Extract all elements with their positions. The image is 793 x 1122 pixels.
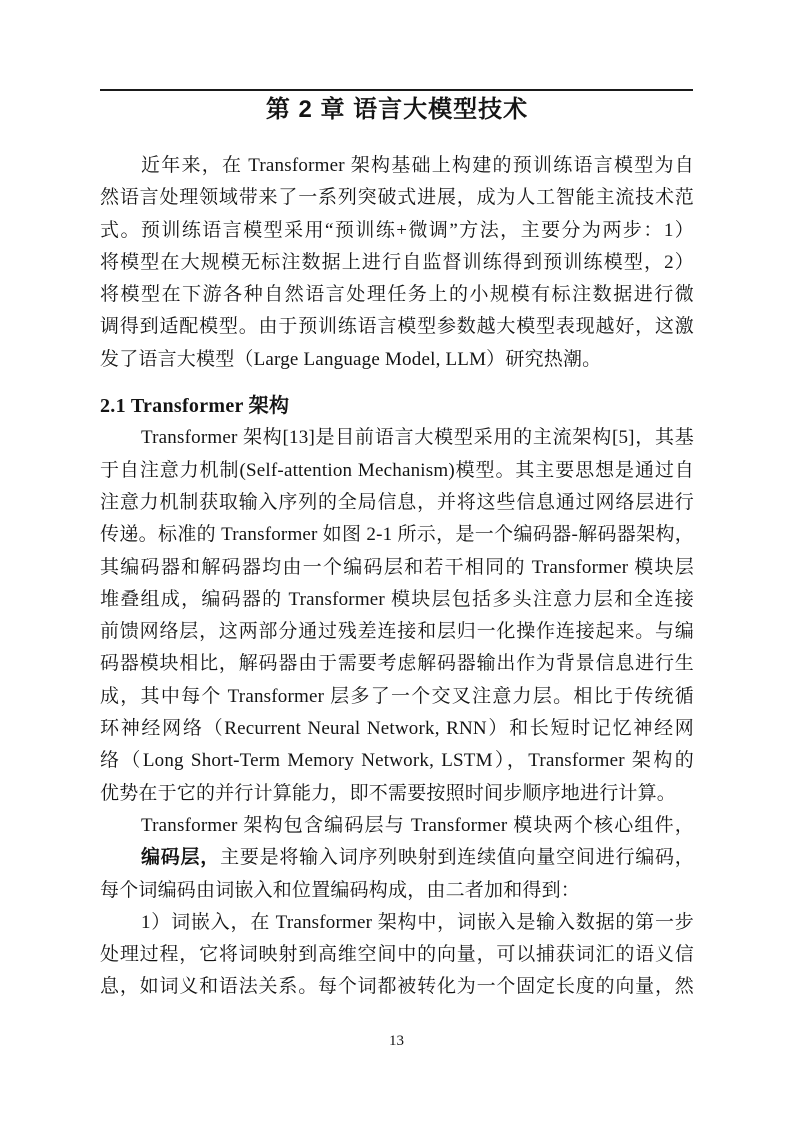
text-run: 1）词嵌入，在 Transformer 架构中，词嵌入是输入数据的第一步 — [141, 911, 694, 933]
text-run: 堆叠组成，编码器的 Transformer 模块层包括多头注意力层和全连接 — [100, 588, 694, 610]
page-number: 13 — [389, 1033, 404, 1049]
text-line — [100, 311, 694, 343]
text-line — [100, 455, 694, 487]
text-line — [100, 778, 694, 810]
text-line — [100, 247, 694, 279]
text-run: Transformer 架构包含编码层与 Transformer 模块两个核心组件， — [141, 814, 694, 836]
text-line — [100, 681, 694, 713]
text-run: 环神经网络（Recurrent Neural Network, RNN）和长短时记忆神经网 — [100, 718, 694, 740]
text-run: 传递。标准的 Transformer 如图 2-1 所示，是一个编码器-解码器架构， — [100, 524, 694, 546]
text-line — [100, 971, 694, 1003]
text-line — [100, 810, 694, 842]
text-run: 成，其中每个 Transformer 层多了一个交叉注意力层。相比于传统循 — [100, 685, 694, 707]
text-line — [100, 519, 694, 551]
text-line — [100, 422, 694, 454]
text-line — [100, 939, 694, 971]
text-run: 每个词编码由词嵌入和位置编码构成，由二者加和得到： — [100, 879, 581, 901]
paragraph — [100, 422, 694, 810]
paragraph — [100, 810, 694, 842]
text-run: 络（Long Short-Term Memory Network, LSTM），Transformer 架构的 — [100, 750, 694, 772]
text-run: 式。预训练语言模型采用“预训练+微调”方法，主要分为两步：1） — [100, 219, 694, 241]
text-line — [100, 842, 694, 874]
text-run: 处理过程，它将词映射到高维空间中的向量，可以捕获词汇的语义信 — [100, 944, 694, 966]
chapter-title: 第 2 章 语言大模型技术 — [265, 96, 529, 123]
text-run: 然语言处理领域带来了一系列突破式进展，成为人工智能主流技术范 — [100, 187, 694, 209]
text-run: Transformer 架构[13]是目前语言大模型采用的主流架构[5]，其基 — [141, 427, 694, 449]
paragraph — [100, 907, 694, 1004]
text-run: 近年来，在 Transformer 架构基础上构建的预训练语言模型为自 — [141, 155, 694, 176]
text-line — [100, 745, 694, 777]
text-line — [100, 713, 694, 745]
text-line — [100, 487, 694, 519]
text-run: 优势在于它的并行计算能力，即不需要按照时间步顺序地进行计算。 — [100, 782, 677, 804]
bold-run: 编码层， — [141, 847, 221, 869]
text-line — [100, 215, 694, 247]
document-body — [100, 150, 694, 1004]
text-line — [100, 182, 694, 214]
paragraph — [100, 842, 694, 907]
text-line — [100, 907, 694, 939]
text-line — [100, 875, 694, 907]
text-run: 发了语言大模型（Large Language Model, LLM）研究热潮。 — [100, 348, 602, 370]
text-run: 前馈网络层，这两部分通过残差连接和层归一化操作连接起来。与编 — [100, 621, 694, 643]
header-rule — [100, 89, 693, 91]
text-line — [100, 616, 694, 648]
text-line — [100, 344, 694, 376]
text-run: 息，如词义和语法关系。每个词都被转化为一个固定长度的向量，然 — [100, 976, 694, 998]
text-line — [100, 279, 694, 311]
text-run: 其编码器和解码器均由一个编码层和若干相同的 Transformer 模块层 — [100, 556, 694, 578]
document-content — [100, 97, 694, 1004]
text-run: 将模型在大规模无标注数据上进行自监督训练得到预训练模型，2） — [100, 251, 694, 273]
text-line — [100, 150, 694, 182]
text-run: 主要是将输入词序列映射到连续值向量空间进行编码， — [220, 847, 694, 869]
text-line — [100, 552, 694, 584]
text-line — [100, 584, 694, 616]
section-heading: 2.1 Transformer 架构 — [100, 395, 290, 418]
text-run: 码器模块相比，解码器由于需要考虑解码器输出作为背景信息进行生 — [100, 653, 694, 675]
text-line — [100, 648, 694, 680]
text-run: 调得到适配模型。由于预训练语言模型参数越大模型表现越好，这激 — [100, 316, 694, 338]
text-run: 于自注意力机制(Self-attention Mechanism)模型。其主要思想是通过自 — [100, 459, 694, 481]
paragraph — [100, 150, 694, 376]
text-run: 注意力机制获取输入序列的全局信息，并将这些信息通过网络层进行 — [100, 491, 694, 513]
text-run: 将模型在下游各种自然语言处理任务上的小规模有标注数据进行微 — [100, 284, 694, 306]
